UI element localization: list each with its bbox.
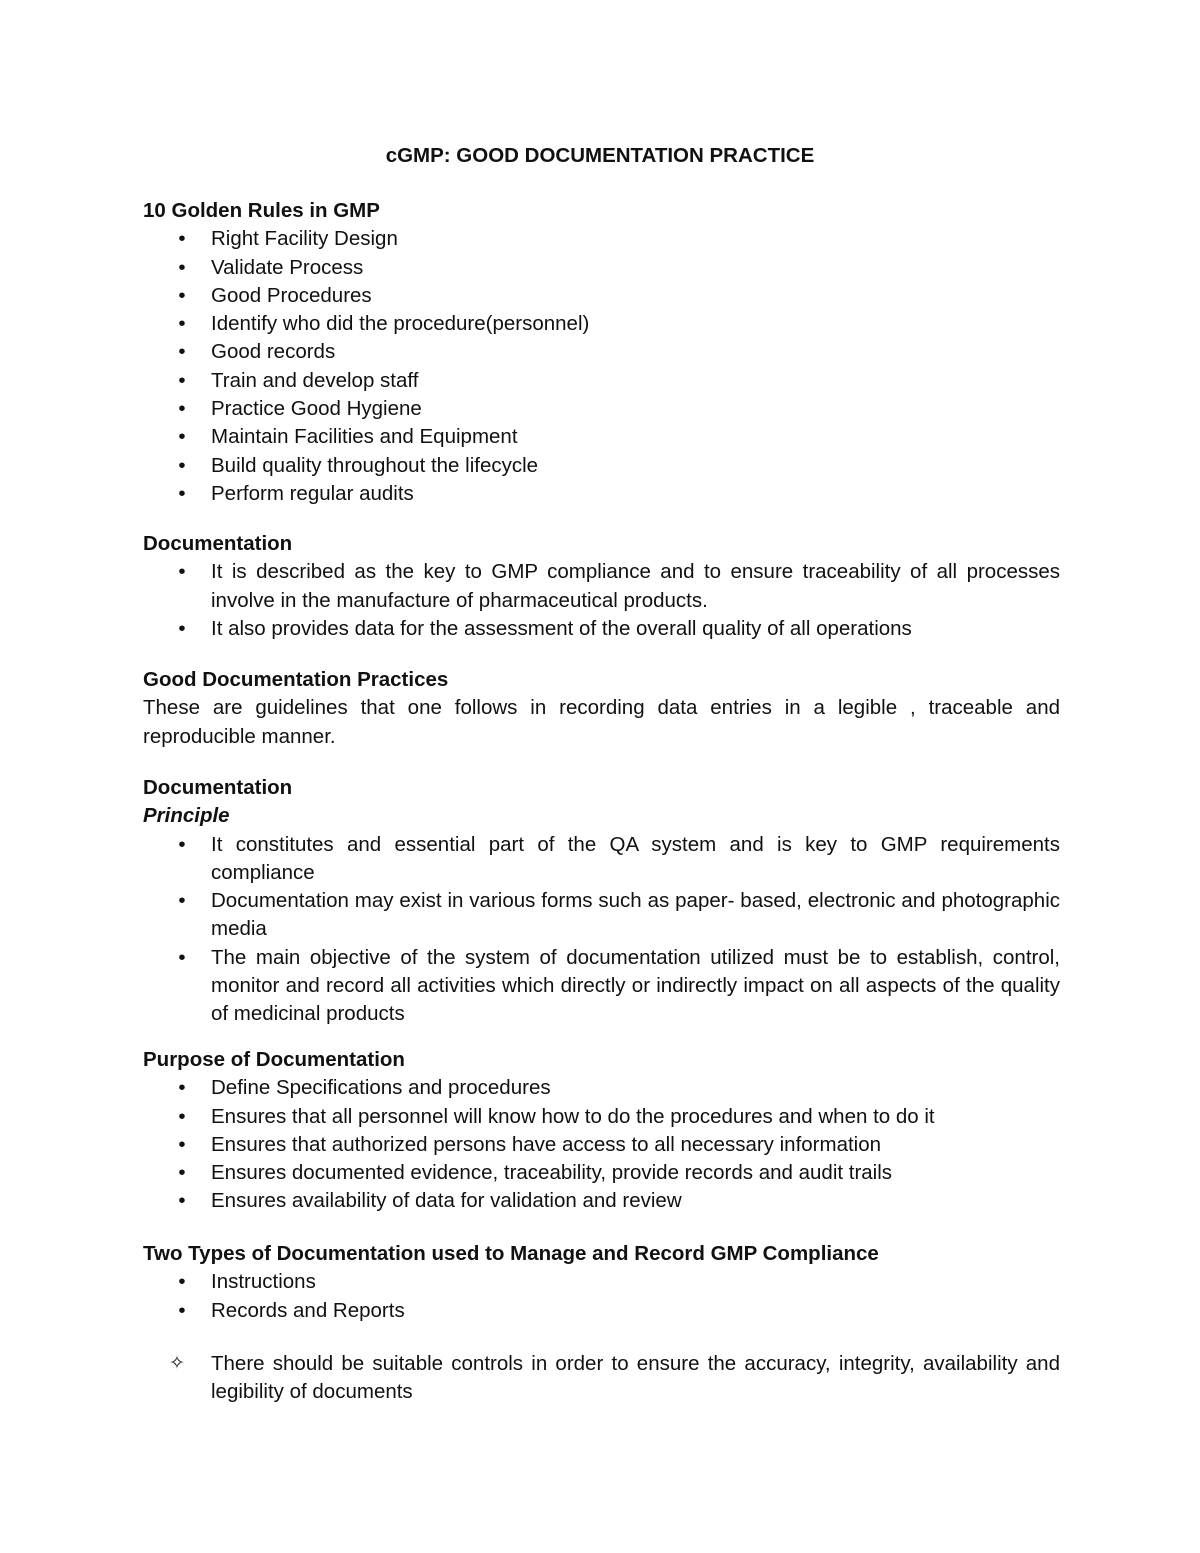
good-practices-heading: Good Documentation Practices (143, 668, 449, 691)
bullet-icon: • (178, 1076, 186, 1100)
list-item: • Instructions (143, 1268, 1060, 1296)
two-types-section (143, 1240, 1060, 1325)
list-item: • Documentation may exist in various forms such as paper- based, electronic and photographic media (143, 887, 1060, 944)
principle-subheading: Principle (143, 804, 230, 828)
bullet-icon: • (178, 227, 186, 251)
list-item: • Right Facility Design (143, 225, 1060, 253)
principle-heading: Documentation (143, 776, 293, 799)
list-item: • Ensures that all personnel will know how to do the procedures and when to do it (143, 1103, 1060, 1131)
note-list (143, 1350, 1060, 1407)
list-item: • Train and develop staff (143, 367, 1060, 395)
list-item: • Good Procedures (143, 282, 1060, 310)
list-item: • It also provides data for the assessment of the overall quality of all operations (143, 615, 1060, 643)
list-item: • Perform regular audits (143, 480, 1060, 508)
bullet-icon: • (178, 1270, 186, 1294)
bullet-icon: • (178, 1104, 186, 1128)
bullet-icon: • (178, 1161, 186, 1185)
purpose-heading: Purpose of Documentation (143, 1048, 405, 1071)
bullet-icon: • (178, 1189, 186, 1213)
documentation-list (143, 558, 1060, 643)
purpose-section (143, 1046, 1060, 1216)
list-item: • Ensures availability of data for validation and review (143, 1187, 1060, 1215)
list-item: • Define Specifications and procedures (143, 1074, 1060, 1102)
bullet-icon: • (178, 368, 186, 392)
note-section (143, 1350, 1060, 1407)
document-title: cGMP: GOOD DOCUMENTATION PRACTICE (385, 144, 815, 167)
purpose-list (143, 1074, 1060, 1215)
bullet-icon: • (178, 425, 186, 449)
list-item: • Validate Process (143, 254, 1060, 282)
bullet-icon: • (178, 832, 186, 856)
bullet-icon: • (178, 453, 186, 477)
documentation-section (143, 530, 1060, 643)
list-item: • Build quality throughout the lifecycle (143, 452, 1060, 480)
list-item: • Good records (143, 338, 1060, 366)
bullet-icon: • (178, 616, 186, 640)
documentation-heading: Documentation (143, 532, 293, 555)
list-item: • It is described as the key to GMP compliance and to ensure traceability of all processes involve in the manufacture of pharmaceutical products. (143, 558, 1060, 615)
bullet-icon: • (178, 312, 186, 336)
list-item: • Maintain Facilities and Equipment (143, 423, 1060, 451)
bullet-icon: • (178, 340, 186, 364)
two-types-heading: Two Types of Documentation used to Manage and Record GMP Compliance (143, 1242, 879, 1265)
diamond-star-bullet-icon: ✧ (169, 1353, 185, 1374)
two-types-list (143, 1268, 1060, 1325)
bullet-icon: • (178, 945, 186, 969)
bullet-icon: • (178, 481, 186, 505)
bullet-icon: • (178, 889, 186, 913)
list-item: • Practice Good Hygiene (143, 395, 1060, 423)
list-item: • Identify who did the procedure(personnel) (143, 310, 1060, 338)
bullet-icon: • (178, 283, 186, 307)
list-item: • Ensures documented evidence, traceability, provide records and audit trails (143, 1159, 1060, 1187)
bullet-icon: • (178, 397, 186, 421)
bullet-icon: • (178, 1298, 186, 1322)
golden-rules-section (143, 197, 1060, 508)
bullet-icon: • (178, 560, 186, 584)
principle-section (143, 774, 1060, 1029)
principle-list (143, 831, 1060, 1029)
bullet-icon: • (178, 1132, 186, 1156)
bullet-icon: • (178, 255, 186, 279)
good-practices-text: These are guidelines that one follows in recording data entries in a legible , traceable and reproducible manner. (143, 696, 1060, 748)
golden-rules-list (143, 225, 1060, 508)
list-item: • Records and Reports (143, 1297, 1060, 1325)
list-item: • Ensures that authorized persons have access to all necessary information (143, 1131, 1060, 1159)
list-item: • It constitutes and essential part of the QA system and is key to GMP requirements compliance (143, 831, 1060, 888)
golden-rules-heading: 10 Golden Rules in GMP (143, 199, 380, 222)
list-item: • The main objective of the system of documentation utilized must be to establish, control, monitor and record all activities which directly or indirectly impact on all aspects of the quality of medicinal products (143, 944, 1060, 1029)
note-item: ✧ There should be suitable controls in order to ensure the accuracy, integrity, availability and legibility of documents (143, 1350, 1060, 1407)
good-practices-section (143, 666, 1060, 751)
